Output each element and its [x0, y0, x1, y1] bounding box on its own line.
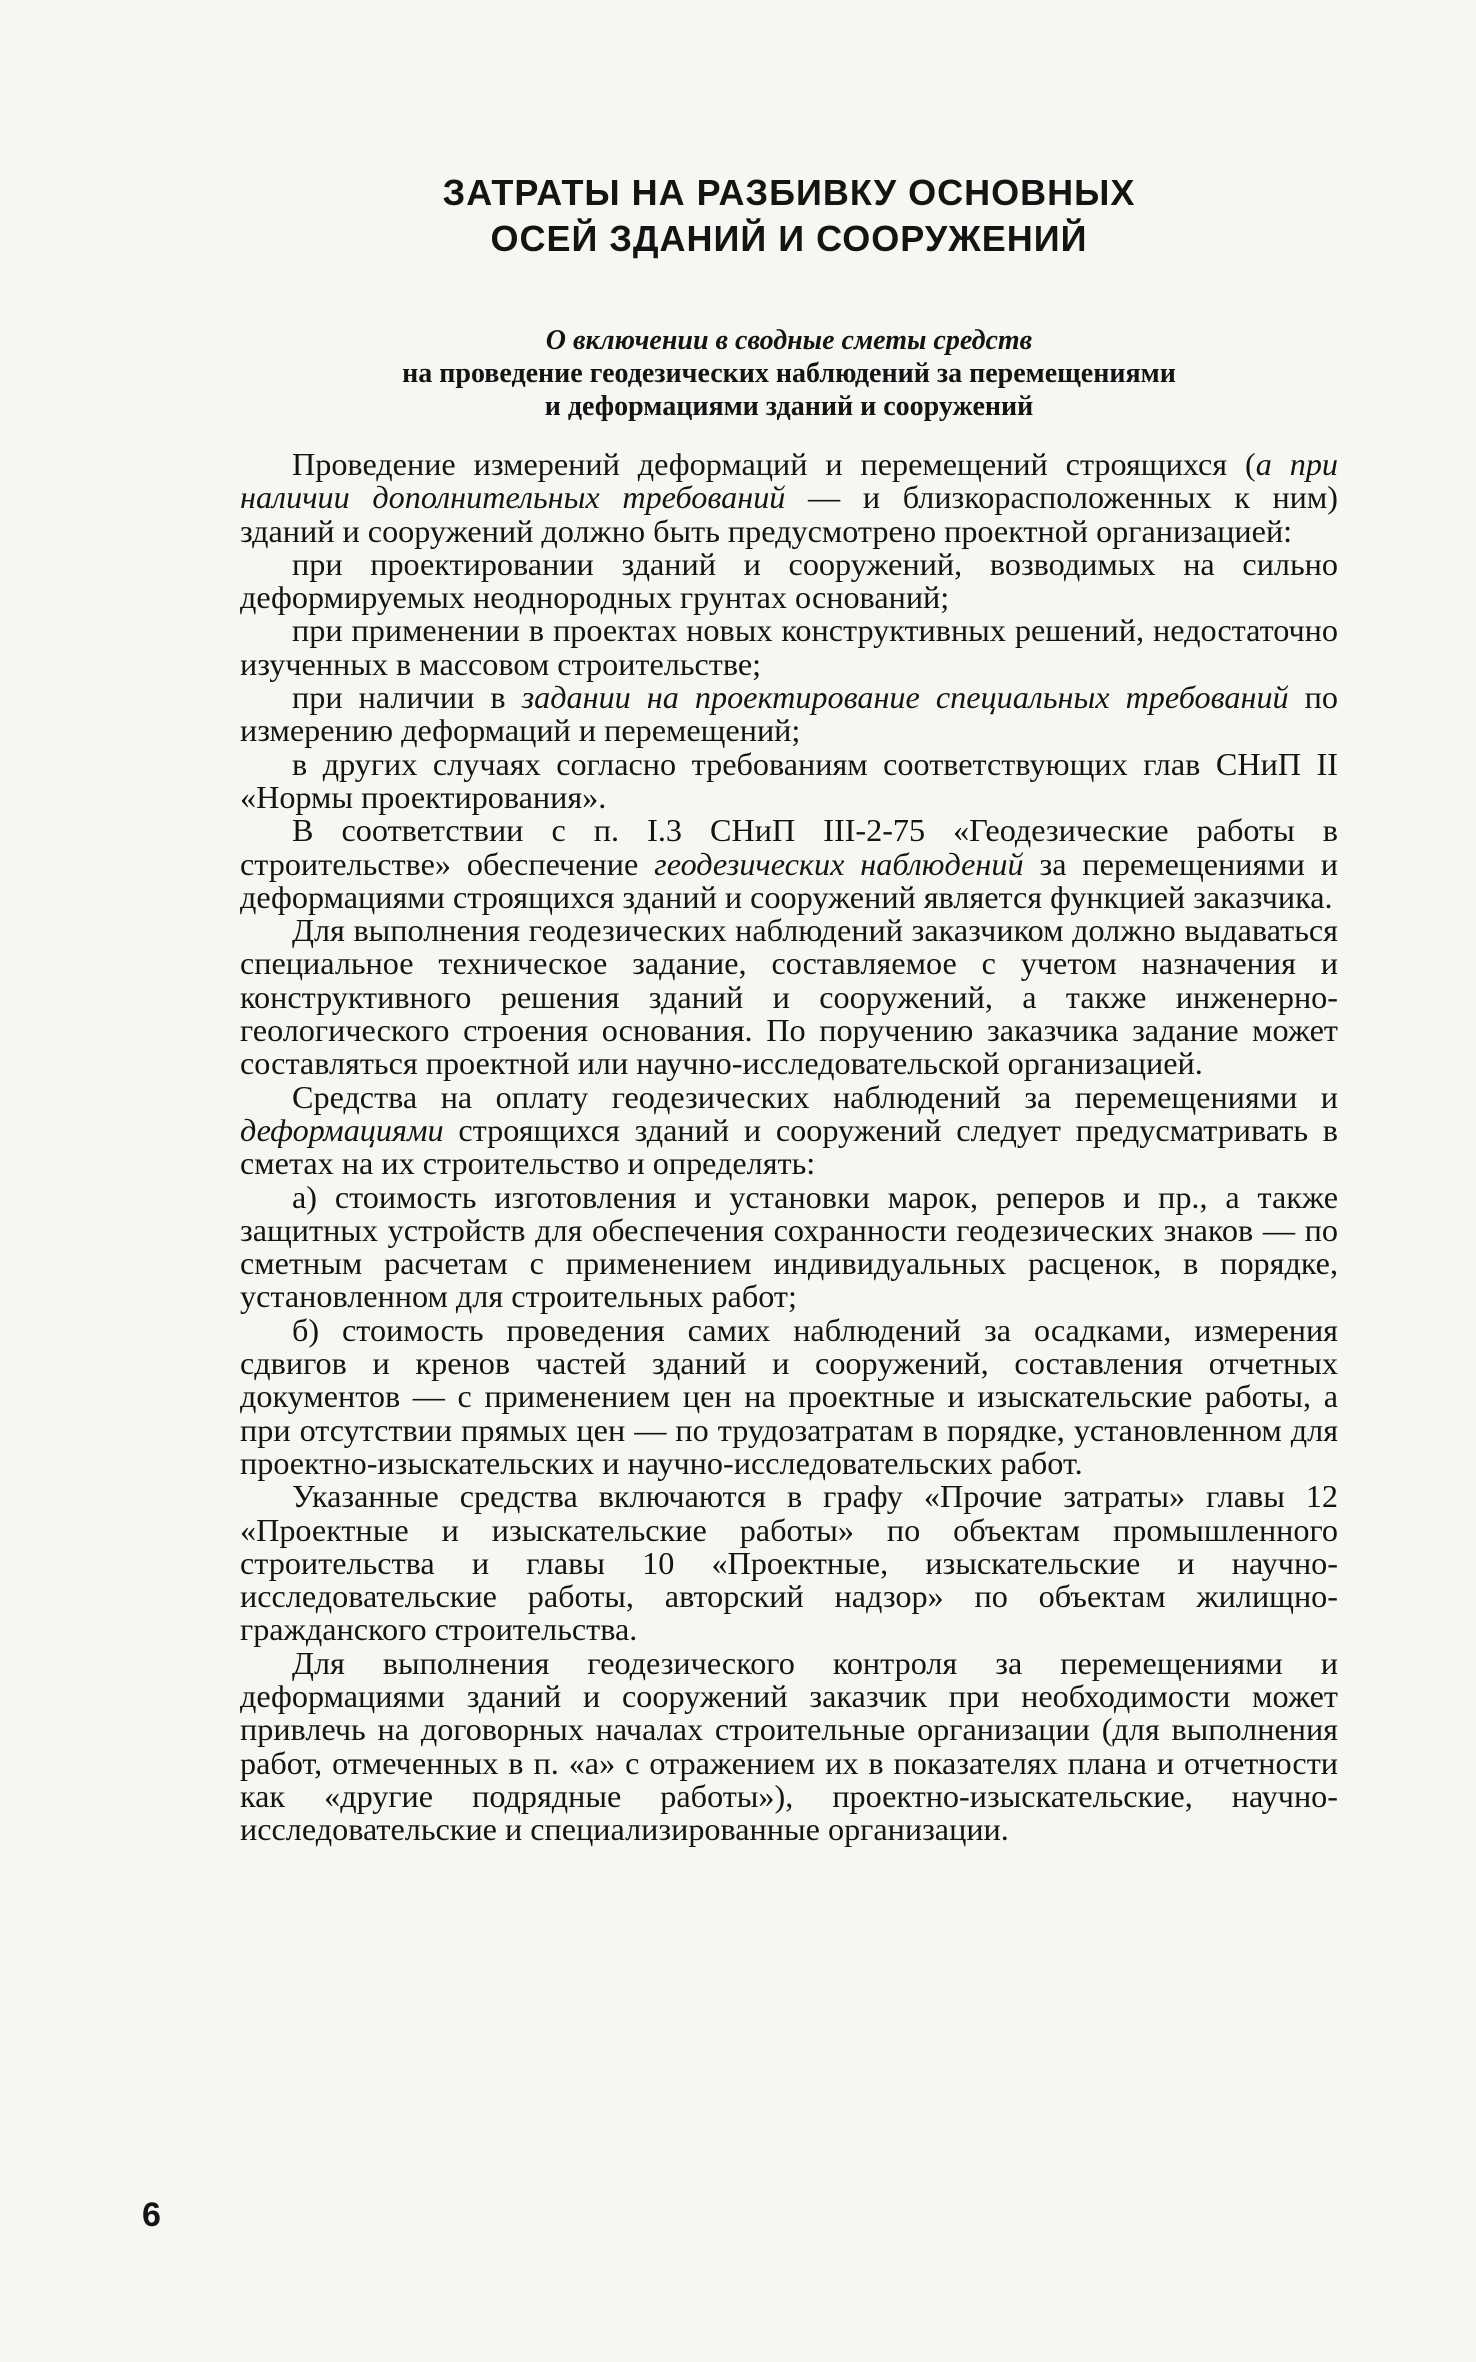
page-title — [240, 170, 1338, 262]
title-line-1: ЗАТРАТЫ НА РАЗБИВКУ ОСНОВНЫХ — [442, 172, 1136, 213]
paragraph-4-part-1: при наличии в — [292, 679, 522, 716]
subtitle-line-1: О включении в сводные сметы средств — [545, 325, 1033, 356]
paragraph-8-part-1: Средства на оплату геодезических наблюдений за перемещениями и — [292, 1078, 1338, 1115]
section-subtitle — [240, 324, 1338, 423]
subtitle-line-2: на проведение геодезических наблюдений за перемещениями — [402, 358, 1176, 389]
document-page — [240, 170, 1338, 1846]
paragraph-8 — [240, 1078, 1338, 1182]
subtitle-line-3: и деформациями зданий и сооружений — [544, 391, 1034, 422]
page-number: 6 — [142, 2196, 161, 2234]
paragraph-12: Для выполнения геодезического контроля за перемещениями и деформациями зданий и сооружений заказчик при необходимости может привлечь на договорных началах строительные организации (для выполнения работ, отмеченных в п. «а» с отражением их в показателях плана и отчетности как «другие подрядные работы»), проектно-изыскательские, научно-исследовательские и специализированные организации. — [240, 1644, 1338, 1848]
paragraph-6 — [240, 814, 1338, 914]
paragraph-2: при проектировании зданий и сооружений, возводимых на сильно деформируемых неоднородных грунтах оснований; — [240, 545, 1338, 616]
paragraph-10: б) стоимость проведения самих наблюдений за осадками, измерения сдвигов и кренов частей зданий и сооружений, составления отчетных документов — с применением цен на проектные и изыскательские работы, а при отсутствии прямых цен — по трудозатратам в порядке, установленном для проектно-изыскательских и научно-исследовательских работ. — [240, 1311, 1338, 1481]
title-line-2: ОСЕЙ ЗДАНИЙ И СООРУЖЕНИЙ — [490, 218, 1088, 259]
paragraph-4-italic: задании на проектирование специальных требований — [521, 679, 1289, 716]
paragraph-6-italic: геодезических наблюдений — [654, 845, 1024, 882]
paragraph-8-italic: деформациями — [240, 1111, 444, 1148]
paragraph-3: при применении в проектах новых конструктивных решений, недостаточно изученных в массовом строительстве; — [240, 612, 1338, 682]
body-text — [240, 448, 1338, 1846]
paragraph-1-italic: а при наличии дополнительных требований — [240, 446, 1339, 516]
paragraph-11: Указанные средства включаются в графу «Прочие затраты» главы 12 «Проектные и изыскательские работы» по объектам промышленного строительства и главы 10 «Проектные, изыскательские и научно-исследовательские работы, авторский надзор» по объектам жилищно-гражданского строительства. — [240, 1478, 1338, 1648]
paragraph-6-part-1: В соответствии с п. I.3 СНиП III-2-75 «Геодезические работы в строительстве» обеспечение — [240, 812, 1338, 882]
paragraph-5: в других случаях согласно требованиям соответствующих глав СНиП II «Нормы проектирования». — [240, 745, 1338, 815]
paragraph-6-part-2: за перемещениями и деформациями строящихся зданий и сооружений является функцией заказчика. — [240, 845, 1338, 915]
paragraph-1 — [240, 448, 1338, 548]
paragraph-8-part-2: строящихся зданий и сооружений следует предусматривать в сметах на их строительство и определять: — [240, 1111, 1338, 1182]
paragraph-9: а) стоимость изготовления и установки марок, реперов и пр., а также защитных устройств для обеспечения сохранности геодезических знаков — по сметным расчетам с применением индивидуальных расценок, в порядке, установленном для строительных работ; — [240, 1178, 1338, 1315]
paragraph-1-part-2: — и близкорасположенных к ним) зданий и сооружений должно быть предусмотрено проектной организацией: — [240, 479, 1338, 549]
paragraph-7: Для выполнения геодезических наблюдений заказчиком должно выдаваться специальное техническое задание, составляемое с учетом назначения и конструктивного решения зданий и сооружений, а также инженерно-геологического строения основания. По поручению заказчика задание может составляться проектной или научно-исследовательской организацией. — [240, 912, 1338, 1082]
paragraph-4 — [240, 681, 1338, 748]
paragraph-4-part-2: по измерению деформаций и перемещений; — [240, 679, 1338, 749]
paragraph-1-part-1: Проведение измерений деформаций и перемещений строящихся ( — [292, 446, 1256, 482]
